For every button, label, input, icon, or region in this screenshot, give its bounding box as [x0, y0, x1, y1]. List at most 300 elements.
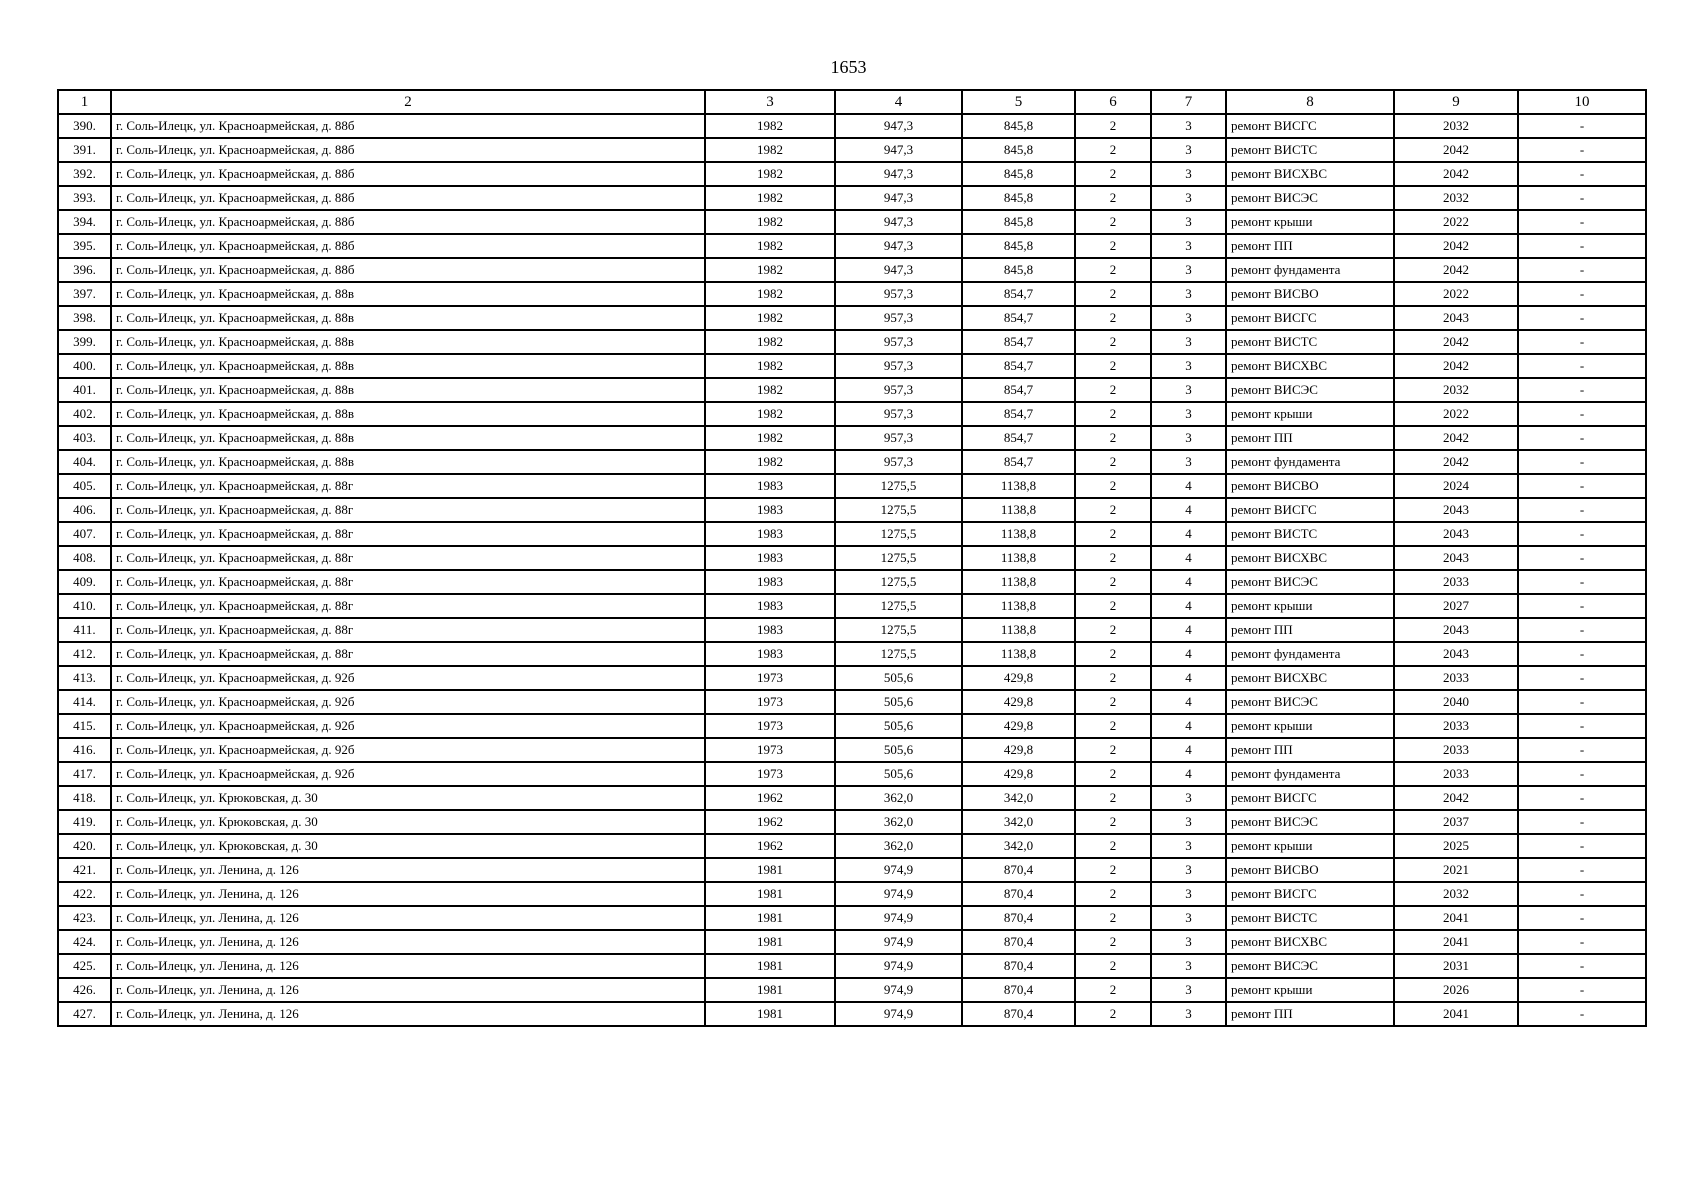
cell-note: - — [1518, 810, 1646, 834]
cell-living-area: 854,7 — [962, 402, 1075, 426]
table-row — [58, 354, 1646, 378]
cell-row-number: 411. — [58, 618, 111, 642]
cell-address: г. Соль-Илецк, ул. Красноармейская, д. 92б — [111, 690, 705, 714]
repair-register-table — [57, 89, 1647, 1027]
cell-row-number: 423. — [58, 906, 111, 930]
cell-entrances: 2 — [1075, 834, 1151, 858]
cell-entrances: 2 — [1075, 306, 1151, 330]
cell-note: - — [1518, 594, 1646, 618]
cell-total-area: 974,9 — [835, 954, 962, 978]
cell-total-area: 947,3 — [835, 210, 962, 234]
cell-entrances: 2 — [1075, 642, 1151, 666]
cell-floors: 4 — [1151, 570, 1226, 594]
cell-total-area: 1275,5 — [835, 570, 962, 594]
cell-address: г. Соль-Илецк, ул. Красноармейская, д. 88б — [111, 138, 705, 162]
cell-year-built: 1983 — [705, 642, 835, 666]
cell-address: г. Соль-Илецк, ул. Красноармейская, д. 92б — [111, 714, 705, 738]
cell-planned-year: 2042 — [1394, 330, 1518, 354]
cell-address: г. Соль-Илецк, ул. Красноармейская, д. 88г — [111, 642, 705, 666]
cell-row-number: 414. — [58, 690, 111, 714]
cell-planned-year: 2041 — [1394, 1002, 1518, 1026]
cell-entrances: 2 — [1075, 474, 1151, 498]
cell-note: - — [1518, 666, 1646, 690]
cell-note: - — [1518, 330, 1646, 354]
cell-row-number: 419. — [58, 810, 111, 834]
cell-entrances: 2 — [1075, 570, 1151, 594]
cell-planned-year: 2042 — [1394, 138, 1518, 162]
cell-year-built: 1981 — [705, 906, 835, 930]
cell-row-number: 391. — [58, 138, 111, 162]
cell-floors: 3 — [1151, 786, 1226, 810]
cell-entrances: 2 — [1075, 978, 1151, 1002]
cell-row-number: 390. — [58, 114, 111, 138]
cell-work-type: ремонт ВИСЭС — [1226, 810, 1394, 834]
cell-floors: 4 — [1151, 522, 1226, 546]
col-header: 6 — [1075, 90, 1151, 114]
cell-year-built: 1983 — [705, 594, 835, 618]
cell-floors: 3 — [1151, 186, 1226, 210]
cell-planned-year: 2022 — [1394, 282, 1518, 306]
cell-address: г. Соль-Илецк, ул. Красноармейская, д. 88г — [111, 570, 705, 594]
table-row — [58, 930, 1646, 954]
cell-address: г. Соль-Илецк, ул. Красноармейская, д. 88в — [111, 354, 705, 378]
cell-row-number: 401. — [58, 378, 111, 402]
cell-year-built: 1973 — [705, 738, 835, 762]
cell-address: г. Соль-Илецк, ул. Красноармейская, д. 88в — [111, 330, 705, 354]
cell-floors: 4 — [1151, 762, 1226, 786]
cell-total-area: 362,0 — [835, 834, 962, 858]
table-row — [58, 618, 1646, 642]
cell-note: - — [1518, 834, 1646, 858]
cell-note: - — [1518, 162, 1646, 186]
cell-planned-year: 2022 — [1394, 402, 1518, 426]
cell-year-built: 1973 — [705, 690, 835, 714]
cell-row-number: 396. — [58, 258, 111, 282]
cell-living-area: 870,4 — [962, 882, 1075, 906]
cell-row-number: 409. — [58, 570, 111, 594]
cell-work-type: ремонт ВИСЭС — [1226, 570, 1394, 594]
col-header: 4 — [835, 90, 962, 114]
cell-living-area: 845,8 — [962, 210, 1075, 234]
cell-row-number: 406. — [58, 498, 111, 522]
cell-total-area: 505,6 — [835, 762, 962, 786]
cell-work-type: ремонт ВИСХВС — [1226, 930, 1394, 954]
cell-floors: 3 — [1151, 930, 1226, 954]
cell-year-built: 1982 — [705, 426, 835, 450]
cell-year-built: 1982 — [705, 234, 835, 258]
cell-entrances: 2 — [1075, 594, 1151, 618]
cell-planned-year: 2032 — [1394, 882, 1518, 906]
cell-living-area: 845,8 — [962, 138, 1075, 162]
cell-living-area: 854,7 — [962, 330, 1075, 354]
cell-work-type: ремонт ПП — [1226, 234, 1394, 258]
cell-planned-year: 2042 — [1394, 354, 1518, 378]
table-row — [58, 234, 1646, 258]
cell-year-built: 1983 — [705, 570, 835, 594]
cell-planned-year: 2042 — [1394, 234, 1518, 258]
cell-living-area: 342,0 — [962, 834, 1075, 858]
cell-note: - — [1518, 786, 1646, 810]
col-header: 10 — [1518, 90, 1646, 114]
cell-address: г. Соль-Илецк, ул. Красноармейская, д. 88в — [111, 402, 705, 426]
cell-living-area: 845,8 — [962, 234, 1075, 258]
table-row — [58, 258, 1646, 282]
cell-floors: 3 — [1151, 162, 1226, 186]
cell-floors: 3 — [1151, 282, 1226, 306]
cell-floors: 3 — [1151, 882, 1226, 906]
cell-planned-year: 2026 — [1394, 978, 1518, 1002]
cell-address: г. Соль-Илецк, ул. Красноармейская, д. 92б — [111, 738, 705, 762]
table-row — [58, 522, 1646, 546]
cell-row-number: 397. — [58, 282, 111, 306]
cell-note: - — [1518, 618, 1646, 642]
cell-work-type: ремонт ВИСГС — [1226, 882, 1394, 906]
cell-entrances: 2 — [1075, 186, 1151, 210]
cell-planned-year: 2033 — [1394, 738, 1518, 762]
cell-planned-year: 2042 — [1394, 162, 1518, 186]
cell-total-area: 1275,5 — [835, 618, 962, 642]
table-row — [58, 762, 1646, 786]
cell-year-built: 1982 — [705, 114, 835, 138]
cell-row-number: 400. — [58, 354, 111, 378]
table-body — [58, 114, 1646, 1026]
cell-row-number: 413. — [58, 666, 111, 690]
cell-year-built: 1982 — [705, 258, 835, 282]
cell-note: - — [1518, 714, 1646, 738]
cell-work-type: ремонт ВИСХВС — [1226, 546, 1394, 570]
cell-year-built: 1982 — [705, 138, 835, 162]
cell-total-area: 1275,5 — [835, 522, 962, 546]
cell-year-built: 1981 — [705, 954, 835, 978]
cell-floors: 4 — [1151, 642, 1226, 666]
cell-row-number: 393. — [58, 186, 111, 210]
cell-address: г. Соль-Илецк, ул. Ленина, д. 126 — [111, 906, 705, 930]
cell-floors: 3 — [1151, 330, 1226, 354]
cell-floors: 4 — [1151, 474, 1226, 498]
cell-note: - — [1518, 978, 1646, 1002]
cell-note: - — [1518, 258, 1646, 282]
cell-living-area: 1138,8 — [962, 594, 1075, 618]
cell-row-number: 424. — [58, 930, 111, 954]
col-header: 5 — [962, 90, 1075, 114]
cell-note: - — [1518, 858, 1646, 882]
cell-living-area: 854,7 — [962, 450, 1075, 474]
cell-living-area: 854,7 — [962, 354, 1075, 378]
cell-living-area: 1138,8 — [962, 618, 1075, 642]
cell-year-built: 1983 — [705, 522, 835, 546]
cell-planned-year: 2042 — [1394, 426, 1518, 450]
cell-note: - — [1518, 882, 1646, 906]
cell-work-type: ремонт фундамента — [1226, 642, 1394, 666]
cell-planned-year: 2043 — [1394, 522, 1518, 546]
cell-total-area: 1275,5 — [835, 474, 962, 498]
cell-total-area: 505,6 — [835, 690, 962, 714]
cell-address: г. Соль-Илецк, ул. Крюковская, д. 30 — [111, 810, 705, 834]
cell-note: - — [1518, 426, 1646, 450]
cell-address: г. Соль-Илецк, ул. Ленина, д. 126 — [111, 882, 705, 906]
cell-floors: 3 — [1151, 810, 1226, 834]
cell-address: г. Соль-Илецк, ул. Красноармейская, д. 92б — [111, 762, 705, 786]
cell-total-area: 362,0 — [835, 810, 962, 834]
cell-address: г. Соль-Илецк, ул. Красноармейская, д. 88б — [111, 258, 705, 282]
cell-row-number: 395. — [58, 234, 111, 258]
cell-total-area: 947,3 — [835, 186, 962, 210]
cell-entrances: 2 — [1075, 234, 1151, 258]
cell-work-type: ремонт фундамента — [1226, 258, 1394, 282]
cell-living-area: 429,8 — [962, 738, 1075, 762]
cell-floors: 3 — [1151, 426, 1226, 450]
table-row — [58, 906, 1646, 930]
cell-work-type: ремонт ПП — [1226, 738, 1394, 762]
cell-work-type: ремонт ВИСВО — [1226, 858, 1394, 882]
cell-living-area: 870,4 — [962, 1002, 1075, 1026]
cell-planned-year: 2033 — [1394, 714, 1518, 738]
cell-row-number: 416. — [58, 738, 111, 762]
cell-note: - — [1518, 402, 1646, 426]
cell-year-built: 1982 — [705, 378, 835, 402]
cell-entrances: 2 — [1075, 378, 1151, 402]
cell-work-type: ремонт ВИСХВС — [1226, 162, 1394, 186]
cell-total-area: 1275,5 — [835, 594, 962, 618]
cell-address: г. Соль-Илецк, ул. Красноармейская, д. 88г — [111, 498, 705, 522]
cell-entrances: 2 — [1075, 498, 1151, 522]
cell-floors: 3 — [1151, 954, 1226, 978]
cell-living-area: 870,4 — [962, 978, 1075, 1002]
table-row — [58, 426, 1646, 450]
cell-living-area: 845,8 — [962, 162, 1075, 186]
cell-note: - — [1518, 114, 1646, 138]
cell-note: - — [1518, 378, 1646, 402]
cell-living-area: 870,4 — [962, 930, 1075, 954]
cell-floors: 4 — [1151, 690, 1226, 714]
cell-living-area: 1138,8 — [962, 570, 1075, 594]
cell-address: г. Соль-Илецк, ул. Красноармейская, д. 88б — [111, 162, 705, 186]
cell-note: - — [1518, 138, 1646, 162]
header-row — [58, 90, 1646, 114]
table-row — [58, 282, 1646, 306]
cell-entrances: 2 — [1075, 114, 1151, 138]
cell-entrances: 2 — [1075, 258, 1151, 282]
cell-planned-year: 2032 — [1394, 186, 1518, 210]
cell-year-built: 1983 — [705, 474, 835, 498]
table-row — [58, 402, 1646, 426]
cell-planned-year: 2042 — [1394, 450, 1518, 474]
cell-row-number: 408. — [58, 546, 111, 570]
cell-row-number: 412. — [58, 642, 111, 666]
cell-address: г. Соль-Илецк, ул. Красноармейская, д. 88б — [111, 234, 705, 258]
cell-year-built: 1981 — [705, 882, 835, 906]
table-row — [58, 114, 1646, 138]
cell-total-area: 362,0 — [835, 786, 962, 810]
cell-living-area: 845,8 — [962, 114, 1075, 138]
cell-work-type: ремонт ВИСГС — [1226, 786, 1394, 810]
cell-work-type: ремонт ВИСВО — [1226, 474, 1394, 498]
cell-living-area: 429,8 — [962, 762, 1075, 786]
table-row — [58, 546, 1646, 570]
cell-planned-year: 2037 — [1394, 810, 1518, 834]
cell-total-area: 505,6 — [835, 738, 962, 762]
table-row — [58, 306, 1646, 330]
cell-planned-year: 2043 — [1394, 498, 1518, 522]
cell-note: - — [1518, 690, 1646, 714]
cell-work-type: ремонт крыши — [1226, 834, 1394, 858]
cell-floors: 3 — [1151, 834, 1226, 858]
cell-floors: 3 — [1151, 354, 1226, 378]
table-row — [58, 594, 1646, 618]
cell-note: - — [1518, 930, 1646, 954]
cell-entrances: 2 — [1075, 786, 1151, 810]
table-row — [58, 786, 1646, 810]
cell-total-area: 957,3 — [835, 402, 962, 426]
cell-address: г. Соль-Илецк, ул. Красноармейская, д. 88г — [111, 474, 705, 498]
cell-year-built: 1983 — [705, 618, 835, 642]
cell-planned-year: 2032 — [1394, 378, 1518, 402]
cell-floors: 4 — [1151, 498, 1226, 522]
cell-entrances: 2 — [1075, 906, 1151, 930]
cell-address: г. Соль-Илецк, ул. Красноармейская, д. 88г — [111, 594, 705, 618]
cell-total-area: 974,9 — [835, 1002, 962, 1026]
cell-note: - — [1518, 954, 1646, 978]
cell-floors: 3 — [1151, 114, 1226, 138]
page-number: 1653 — [830, 57, 867, 77]
cell-planned-year: 2021 — [1394, 858, 1518, 882]
cell-note: - — [1518, 642, 1646, 666]
cell-work-type: ремонт ВИСГС — [1226, 498, 1394, 522]
cell-living-area: 1138,8 — [962, 546, 1075, 570]
cell-address: г. Соль-Илецк, ул. Ленина, д. 126 — [111, 858, 705, 882]
cell-year-built: 1983 — [705, 546, 835, 570]
cell-note: - — [1518, 546, 1646, 570]
cell-address: г. Соль-Илецк, ул. Ленина, д. 126 — [111, 954, 705, 978]
cell-total-area: 1275,5 — [835, 642, 962, 666]
cell-note: - — [1518, 762, 1646, 786]
table-row — [58, 666, 1646, 690]
cell-work-type: ремонт фундамента — [1226, 450, 1394, 474]
cell-address: г. Соль-Илецк, ул. Ленина, д. 126 — [111, 930, 705, 954]
cell-work-type: ремонт ВИСЭС — [1226, 690, 1394, 714]
cell-entrances: 2 — [1075, 738, 1151, 762]
cell-floors: 3 — [1151, 858, 1226, 882]
cell-total-area: 957,3 — [835, 354, 962, 378]
cell-work-type: ремонт ВИСГС — [1226, 114, 1394, 138]
col-header: 8 — [1226, 90, 1394, 114]
cell-planned-year: 2033 — [1394, 570, 1518, 594]
cell-work-type: ремонт крыши — [1226, 714, 1394, 738]
cell-row-number: 403. — [58, 426, 111, 450]
col-header: 1 — [58, 90, 111, 114]
cell-floors: 3 — [1151, 138, 1226, 162]
cell-floors: 3 — [1151, 258, 1226, 282]
cell-note: - — [1518, 186, 1646, 210]
cell-planned-year: 2033 — [1394, 762, 1518, 786]
cell-address: г. Соль-Илецк, ул. Ленина, д. 126 — [111, 1002, 705, 1026]
cell-address: г. Соль-Илецк, ул. Красноармейская, д. 88б — [111, 210, 705, 234]
cell-total-area: 947,3 — [835, 114, 962, 138]
cell-work-type: ремонт крыши — [1226, 210, 1394, 234]
cell-living-area: 429,8 — [962, 666, 1075, 690]
cell-address: г. Соль-Илецк, ул. Красноармейская, д. 88в — [111, 378, 705, 402]
cell-entrances: 2 — [1075, 282, 1151, 306]
cell-address: г. Соль-Илецк, ул. Красноармейская, д. 88б — [111, 114, 705, 138]
table-row — [58, 330, 1646, 354]
cell-floors: 3 — [1151, 234, 1226, 258]
cell-total-area: 957,3 — [835, 330, 962, 354]
cell-floors: 3 — [1151, 402, 1226, 426]
table-row — [58, 162, 1646, 186]
cell-row-number: 426. — [58, 978, 111, 1002]
cell-total-area: 1275,5 — [835, 546, 962, 570]
cell-living-area: 845,8 — [962, 186, 1075, 210]
cell-floors: 4 — [1151, 618, 1226, 642]
cell-work-type: ремонт ВИСГС — [1226, 306, 1394, 330]
cell-planned-year: 2043 — [1394, 618, 1518, 642]
cell-floors: 3 — [1151, 378, 1226, 402]
cell-year-built: 1982 — [705, 162, 835, 186]
cell-entrances: 2 — [1075, 666, 1151, 690]
table-row — [58, 138, 1646, 162]
cell-floors: 3 — [1151, 450, 1226, 474]
cell-year-built: 1981 — [705, 1002, 835, 1026]
cell-total-area: 974,9 — [835, 882, 962, 906]
table-row — [58, 450, 1646, 474]
cell-living-area: 1138,8 — [962, 474, 1075, 498]
cell-row-number: 415. — [58, 714, 111, 738]
cell-total-area: 974,9 — [835, 930, 962, 954]
cell-total-area: 974,9 — [835, 906, 962, 930]
cell-entrances: 2 — [1075, 882, 1151, 906]
cell-work-type: ремонт ПП — [1226, 618, 1394, 642]
cell-entrances: 2 — [1075, 930, 1151, 954]
cell-year-built: 1982 — [705, 450, 835, 474]
cell-work-type: ремонт ВИСТС — [1226, 330, 1394, 354]
cell-note: - — [1518, 570, 1646, 594]
col-header: 7 — [1151, 90, 1226, 114]
cell-year-built: 1982 — [705, 306, 835, 330]
cell-year-built: 1981 — [705, 978, 835, 1002]
cell-work-type: ремонт ВИСХВС — [1226, 354, 1394, 378]
cell-row-number: 421. — [58, 858, 111, 882]
cell-total-area: 947,3 — [835, 162, 962, 186]
cell-total-area: 957,3 — [835, 450, 962, 474]
cell-work-type: ремонт ВИСХВС — [1226, 666, 1394, 690]
cell-row-number: 392. — [58, 162, 111, 186]
cell-address: г. Соль-Илецк, ул. Красноармейская, д. 92б — [111, 666, 705, 690]
cell-entrances: 2 — [1075, 762, 1151, 786]
cell-floors: 4 — [1151, 714, 1226, 738]
cell-total-area: 947,3 — [835, 234, 962, 258]
cell-work-type: ремонт ВИСЭС — [1226, 378, 1394, 402]
cell-row-number: 420. — [58, 834, 111, 858]
cell-row-number: 394. — [58, 210, 111, 234]
cell-note: - — [1518, 234, 1646, 258]
cell-work-type: ремонт ВИСТС — [1226, 138, 1394, 162]
cell-year-built: 1983 — [705, 498, 835, 522]
cell-living-area: 429,8 — [962, 690, 1075, 714]
cell-living-area: 1138,8 — [962, 522, 1075, 546]
cell-year-built: 1973 — [705, 762, 835, 786]
cell-note: - — [1518, 474, 1646, 498]
cell-entrances: 2 — [1075, 1002, 1151, 1026]
cell-note: - — [1518, 522, 1646, 546]
cell-total-area: 957,3 — [835, 378, 962, 402]
col-header: 3 — [705, 90, 835, 114]
table-row — [58, 498, 1646, 522]
cell-living-area: 870,4 — [962, 906, 1075, 930]
cell-work-type: ремонт крыши — [1226, 594, 1394, 618]
table-row — [58, 738, 1646, 762]
cell-total-area: 505,6 — [835, 714, 962, 738]
cell-year-built: 1962 — [705, 834, 835, 858]
